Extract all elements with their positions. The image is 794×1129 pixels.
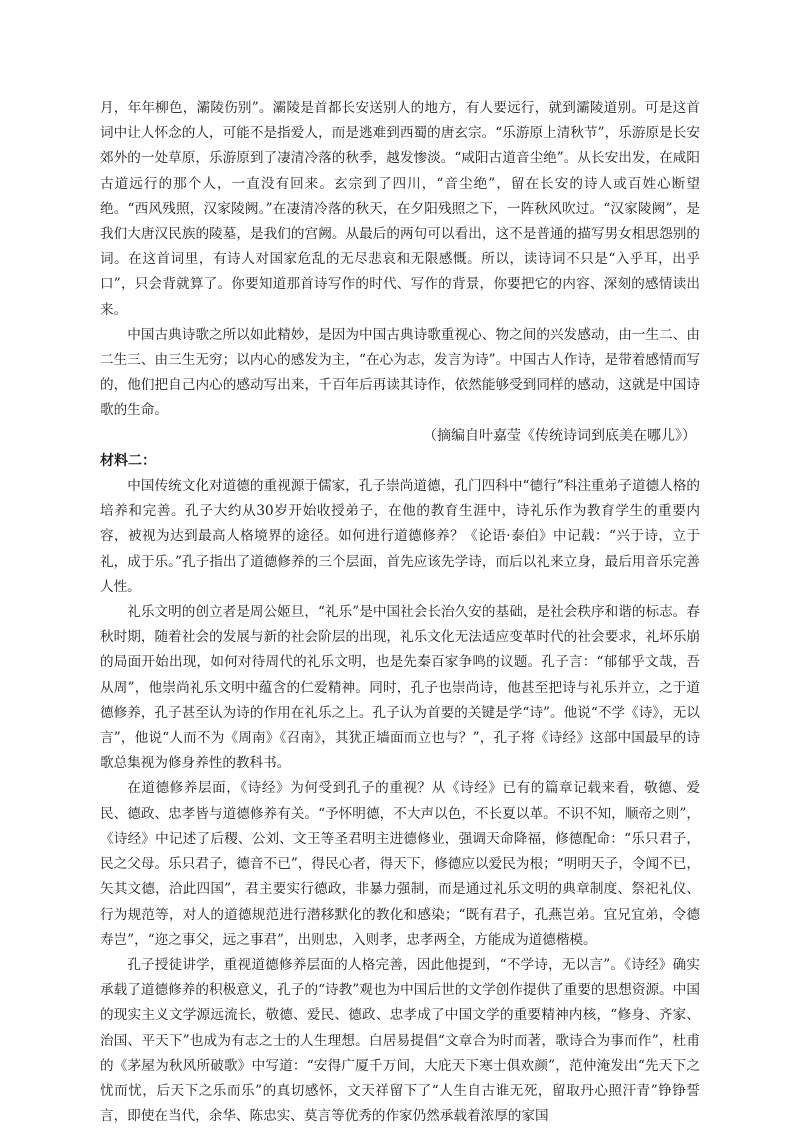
paragraph-material2-4: 孔子授徒讲学，重视道德修养层面的人格完善，因此他提到，“不学诗，无以言”。《诗经》确实承载了道德修养的积极意义，孔子的“诗教”观也为中国后世的文学创作提供了重要的思想资源。中国的现实主义文学源远流长，敬德、爱民、德政、忠孝成了中国文学的重要精神内核，“修身、齐家、治国、平天下”也成为有志之士的人生理想。白居易提倡“文章合为时而著，歌诗合为事而作”，杜甫的《茅屋为秋风所破歌》中写道：“安得广厦千万间，大庇天下寒士俱欢颜”，范仲淹发出“先天下之忧而忧，后天下之乐而乐”的真切感怀，文天祥留下了“人生自古谁无死，留取丹心照汗青”铮铮誓言，即使在当代，余华、陈忠实、莫言等优秀的作家仍然承载着浓厚的家国 — [100, 956, 700, 1125]
paragraph-material2-2: 礼乐文明的创立者是周公姬旦，“礼乐”是中国社会长治久安的基础，是社会秩序和谐的标志。春秋时期，随着社会的发展与新的社会阶层的出现，礼乐文化无法适应变革时代的社会要求，礼坏乐崩的局面开始出现，如何对待周代的礼乐文明，也是先秦百家争鸣的议题。孔子言：“郁郁乎文哉，吾从周”，他崇尚礼乐文明中蕴含的仁爱精神。同时，孔子也崇尚诗，他甚至把诗与礼乐并立，之于道德修养，孔子甚至认为诗的作用在礼乐之上。孔子认为首要的关键是学“诗”。他说“不学《诗》，无以言”，他说“人而不为《周南》《召南》，其犹正墙面而立也与？”，孔子将《诗经》这部中国最早的诗歌总集视为修身养性的教科书。 — [100, 604, 700, 772]
paragraph-material1-2: 中国古典诗歌之所以如此精妙，是因为中国古典诗歌重视心、物之间的兴发感动，由一生二、由二生三、由三生无穷；以内心的感发为主，“在心为志，发言为诗”。中国古人作诗，是带着感情而写的，他们把自己内心的感动写出来，千百年后再读其诗作，依然能够受到同样的感动，这就是中国诗歌的生命。 — [100, 326, 700, 419]
paragraph-material2-3: 在道德修养层面，《诗经》为何受到孔子的重视？从《诗经》已有的篇章记载来看，敬德、爱民、德政、忠孝皆与道德修养有关。“予怀明德，不大声以色，不长夏以革。不识不知，顺帝之则”，《诗经》中记述了后稷、公刘、文王等圣君明主进德修业，强调天命降福，修德配命：“乐只君子，民之父母。乐只君子，德音不已”，得民心者，得天下，修德应以爱民为根；“明明天子，令闻不已，矢其文德，洽此四国”，君主要实行德政，非暴力强制，而是通过礼乐文明的典章制度、祭祀礼仪、行为规范等，对人的道德规范进行潜移默化的教化和感染；“既有君子，孔燕岂弟。宜兄宜弟，令德寿岂”，“迩之事父，远之事君”，出则忠，入则孝，忠孝两全，方能成为道德楷模。 — [100, 780, 700, 948]
section-heading-material2: 材料二： — [100, 452, 156, 469]
source-citation: （摘编自叶嘉莹《传统诗词到底美在哪儿》） — [423, 427, 696, 444]
document-page — [100, 96, 700, 1129]
paragraph-material1-1: 月，年年柳色，灞陵伤别”。灞陵是首都长安送别人的地方，有人要远行，就到灞陵道别。可是这首词中让人怀念的人，可能不是指爱人，而是逃难到西蜀的唐玄宗。“乐游原上清秋节”，乐游原是长安郊外的一处草原，乐游原到了凄清冷落的秋季，越发惨淡。“咸阳古道音尘绝”。从长安出发，在咸阳古道远行的那个人，一直没有回来。玄宗到了四川，“音尘绝”，留在长安的诗人或百姓心断望绝。“西风残照，汉家陵阙。”在凄清冷落的秋天，在夕阳残照之下，一阵秋风吹过。“汉家陵阙”，是我们大唐汉民族的陵墓，是我们的宫阙。从最后的两句可以看出，这不是普通的描写男女相思怨别的词。在这首词里，有诗人对国家危乱的无尽悲哀和无限感慨。所以，读诗词不只是“入乎耳，出乎口”，只会背就算了。你要知道那首诗写作的时代、写作的背景，你要把它的内容、深刻的感情读出来。 — [100, 100, 700, 318]
paragraph-material2-1: 中国传统文化对道德的重视源于儒家，孔子崇尚道德，孔门四科中“德行”科注重弟子道德人格的培养和完善。孔子大约从30岁开始收授弟子，在他的教育生涯中，诗礼乐作为教育学生的重要内容，被视为达到最高人格境界的途径。如何进行道德修养？《论语·泰伯》中记载：“兴于诗，立于礼，成于乐。”孔子指出了道德修养的三个层面，首先应该先学诗，而后以礼来立身，最后用音乐完善人性。 — [100, 478, 700, 595]
